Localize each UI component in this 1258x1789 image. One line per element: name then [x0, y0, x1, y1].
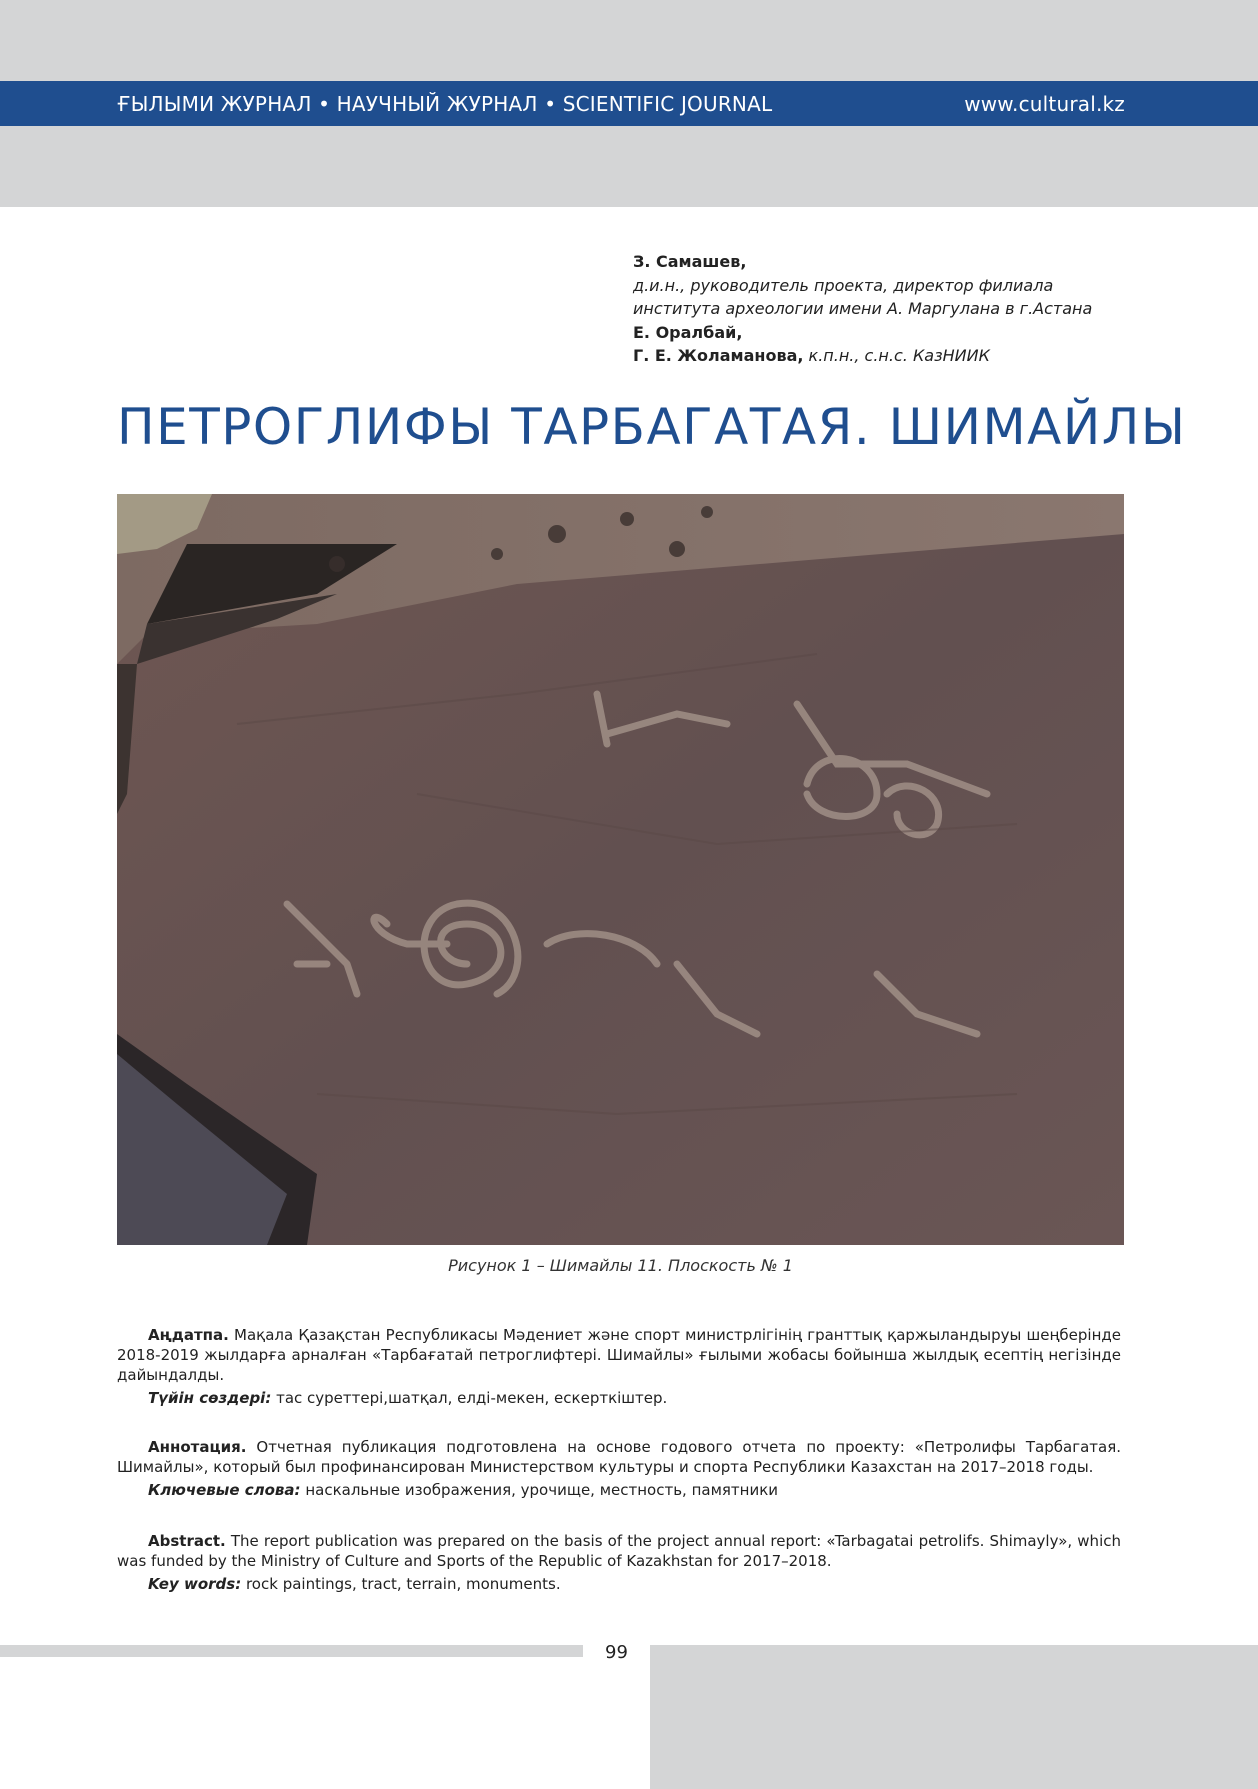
abstract-en — [117, 1531, 1121, 1594]
abstract-paragraph — [117, 1325, 1121, 1385]
keywords-text: rock paintings, tract, terrain, monuments. — [241, 1575, 561, 1593]
abstract-kz — [117, 1325, 1121, 1408]
author-line — [633, 297, 1153, 321]
author-line — [633, 274, 1153, 298]
journal-name: ҒЫЛЫМИ ЖУРНАЛ • НАУЧНЫЙ ЖУРНАЛ • SCIENTIFIC JOURNAL — [117, 91, 773, 116]
author-role: института археологии имени А. Маргулана в г.Астана — [633, 299, 1093, 318]
author-name: З. Самашев, — [633, 252, 747, 271]
article-title: ПЕТРОГЛИФЫ ТАРБАГАТАЯ. ШИМАЙЛЫ — [117, 398, 1187, 456]
keywords-label: Түйін сөздері: — [148, 1389, 272, 1407]
keywords-text: тас суреттері,шатқал, елді-мекен, ескерткіштер. — [271, 1389, 668, 1407]
abstract-label: Аннотация. — [148, 1438, 247, 1456]
footer-rule — [0, 1645, 583, 1657]
author-role: д.и.н., руководитель проекта, директор филиала — [633, 275, 1054, 295]
keywords-label: Key words: — [148, 1575, 242, 1593]
abstract-paragraph — [117, 1437, 1121, 1477]
author-name: Г. Е. Жоламанова, — [633, 346, 804, 365]
keywords-line — [117, 1388, 1121, 1408]
keywords-line — [117, 1480, 1121, 1500]
petroglyph-photo — [117, 494, 1124, 1245]
figure-caption: Рисунок 1 – Шимайлы 11. Плоскость № 1 — [448, 1256, 793, 1275]
author-block — [633, 250, 1153, 368]
page-number: 99 — [605, 1642, 628, 1663]
author-line — [633, 250, 1153, 274]
keywords-line — [117, 1574, 1121, 1594]
abstract-label: Abstract. — [148, 1532, 226, 1550]
abstract-text: The report publication was prepared on the basis of the project annual report: «Tarbagatai petrolifs. Shimayly», which was funded by the Ministry of Culture and Sports of the Republic of Kazakhstan for 2017–2018. — [117, 1532, 1121, 1570]
journal-website[interactable]: www.cultural.kz — [964, 91, 1125, 116]
abstract-ru — [117, 1437, 1121, 1500]
footer-block — [650, 1645, 1258, 1789]
author-role: к.п.н., с.н.с. КазНИИК — [803, 346, 990, 365]
abstract-text: Мақала Қазақстан Республикасы Мәдениет және спорт министрлігінің гранттық қаржыландыруы шеңберінде 2018-2019 жылдарға арналған «Тарбағатай петроглифтері. Шимайлы» ғылыми жобасы бойынша жылдық есептің негізінде дайындалды. — [117, 1326, 1121, 1384]
author-name: Е. Оралбай, — [633, 322, 743, 342]
keywords-text: наскальные изображения, урочище, местность, памятники — [300, 1481, 779, 1499]
abstract-paragraph — [117, 1531, 1121, 1571]
abstract-label: Аңдатпа. — [148, 1326, 229, 1344]
journal-banner — [0, 81, 1258, 126]
author-line — [633, 321, 1153, 345]
author-line — [633, 344, 1153, 368]
abstract-text: Отчетная публикация подготовлена на основе годового отчета по проекту: «Петролифы Тарбагатая. Шимайлы», который был профинансирован Министерством культуры и спорта Республики Казахстан на 2017–2018 годы. — [117, 1438, 1121, 1476]
keywords-label: Ключевые слова: — [148, 1481, 301, 1499]
